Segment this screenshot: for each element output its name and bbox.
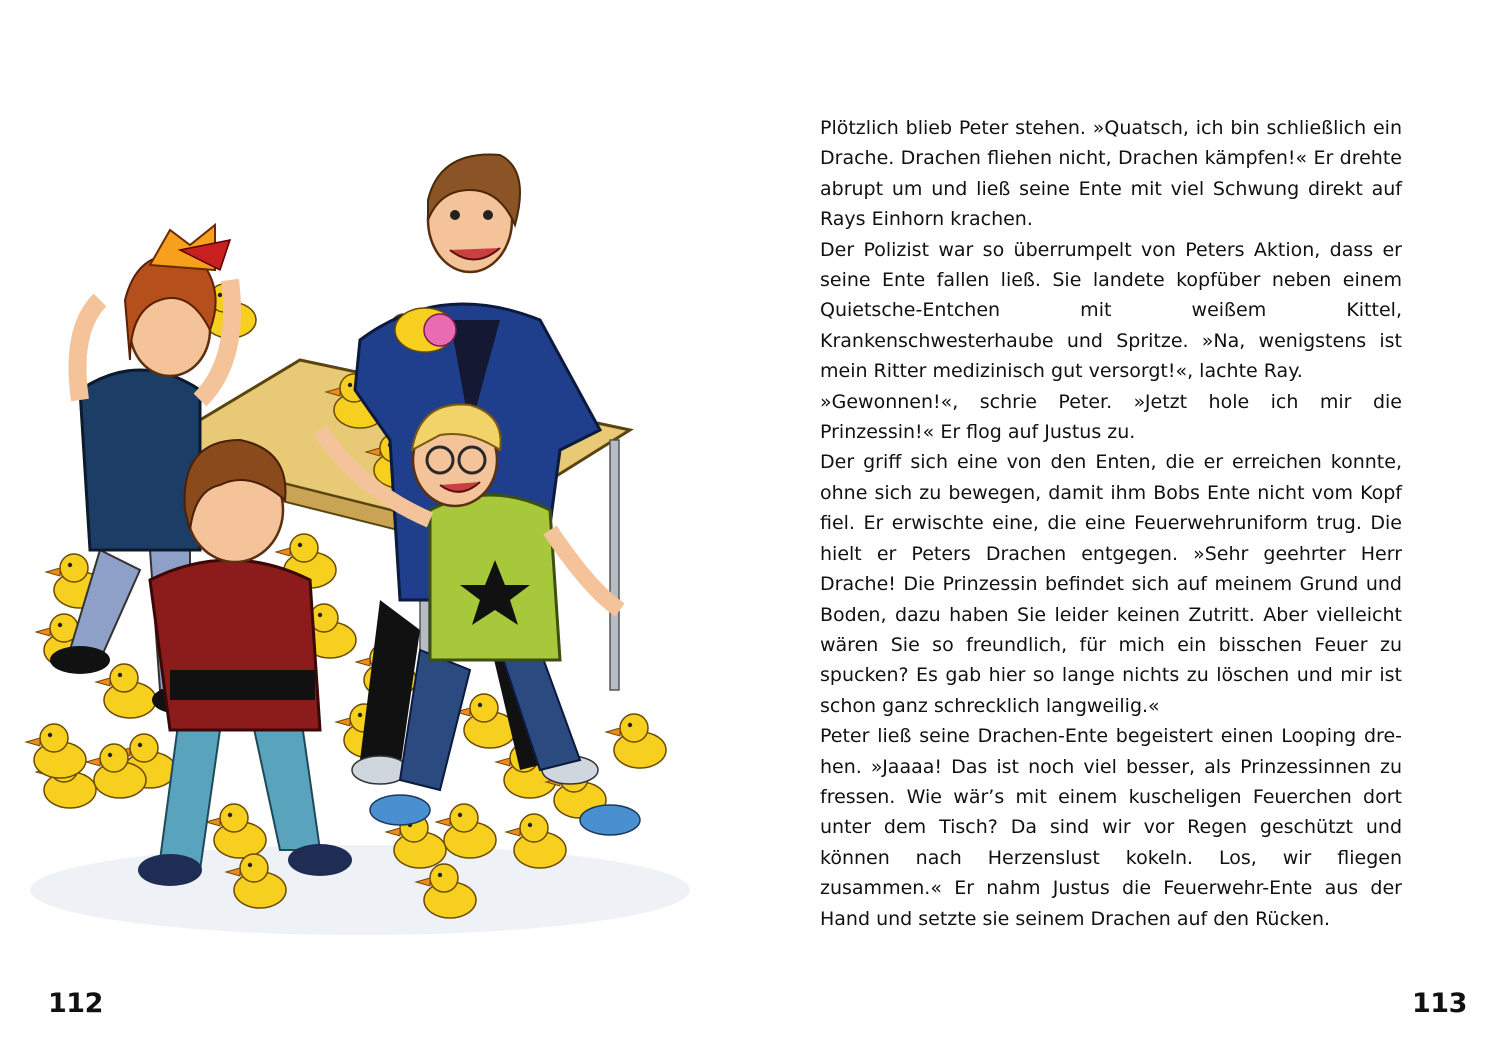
comic-illustration [0, 130, 720, 950]
paragraph-4: Der griff sich eine von den Enten, die er erreichen konnte, ohne sich zu bewegen, damit ihm Bobs Ente nicht vom Kopf fiel. Er erwischte eine, die eine Feuerwehruniform trug. Die hielt er Peters Drachen entgegen. »Sehr geehrter Herr Drache! Die Prinzessin befindet sich auf meinem Grund und Boden, dazu haben Sie leider keinen Zutritt. Aber vielleicht wären Sie so freundlich, für mich ein bisschen Feuer zu spucken? Es gab hier so lange nichts zu löschen und mir ist schon ganz schrecklich langweilig.« [820, 451, 1402, 717]
page-number-right: 113 [1412, 988, 1467, 1019]
page-number-left: 112 [48, 988, 103, 1019]
paragraph-2: Der Polizist war so überrumpelt von Peters Aktion, dass er seine Ente fallen ließ. Sie landete kopfüber neben einem Quietsche-Entchen mit weißem Kittel, Krankenschwesterhaube und Spritze. »Na, wenigstens ist mein Ritter medizinisch gut versorgt!«, lachte Ray. [820, 238, 1402, 383]
floor-shadow [30, 845, 690, 935]
story-text [820, 113, 1402, 934]
paragraph-3: »Gewonnen!«, schrie Peter. »Jetzt hole ich mir die Prinzessin!« Er flog auf Justus zu. [820, 390, 1402, 444]
paragraph-1: Plötzlich blieb Peter stehen. »Quatsch, ich bin schließlich ein Drache. Drachen fliehen nicht, Drachen kämpfen!« Er drehte abrupt um und ließ seine Ente mit viel Schwung direkt auf Rays Einhorn krachen. [820, 117, 1402, 231]
paragraph-5: Peter ließ seine Drachen-Ente begeistert einen Looping drehen. »Jaaaa! Das ist noch viel besser, als Prinzessinnen zu fressen. Wie wär’s mit einem kuscheligen Feuerchen dort unter dem Tisch? Da sind wir vor Regen geschützt und können nach Herzenslust kokeln. Los, wir fliegen zusammen.« Er nahm Justus die Feuerwehr-Ente aus der Hand und setzte sie seinem Drachen auf den Rücken. [820, 725, 1402, 930]
